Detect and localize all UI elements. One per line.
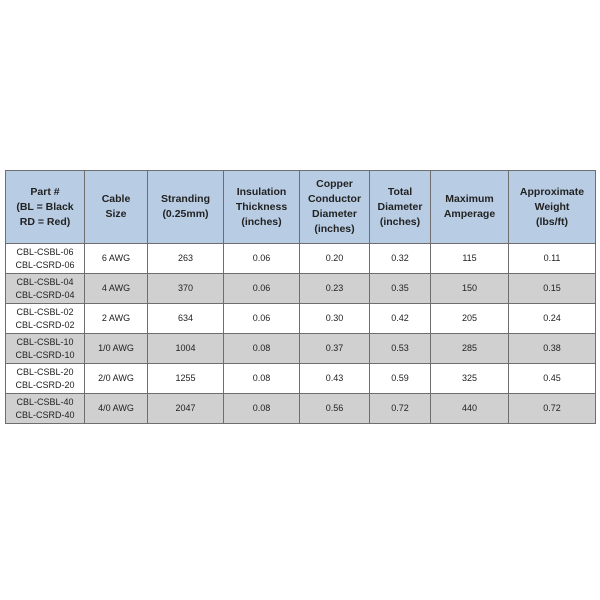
cell-stranding: 263 [148,244,224,274]
cell-part-number [6,304,85,334]
table-row [6,304,596,334]
part-number-red: CBL-CSRD-06 [15,259,75,270]
cell-conductor-diameter: 0.37 [300,334,370,364]
cell-stranding: 634 [148,304,224,334]
cell-insulation-thickness: 0.06 [224,274,300,304]
table-row [6,274,596,304]
header-line: Maximum [445,193,494,205]
table-body [6,244,596,424]
part-number-black: CBL-CSBL-10 [16,336,74,347]
header-line: (0.25mm) [162,208,209,220]
cell-approximate-weight: 0.45 [509,364,596,394]
cell-conductor-diameter: 0.56 [300,394,370,424]
part-number-red: CBL-CSRD-20 [15,379,75,390]
header-maximum-amperage [431,171,509,244]
header-part-number [6,171,85,244]
cell-maximum-amperage: 285 [431,334,509,364]
part-number-black: CBL-CSBL-20 [16,366,74,377]
cell-cable-size: 4/0 AWG [85,394,148,424]
header-stranding [148,171,224,244]
header-approximate-weight [509,171,596,244]
cell-maximum-amperage: 115 [431,244,509,274]
header-copper-conductor-diameter [300,171,370,244]
cell-part-number [6,244,85,274]
cell-maximum-amperage: 205 [431,304,509,334]
cable-spec-table [5,170,596,424]
header-line: Weight [534,200,570,213]
header-line: Amperage [443,208,496,220]
part-number-black: CBL-CSBL-04 [16,276,74,287]
cell-stranding: 370 [148,274,224,304]
cell-conductor-diameter: 0.30 [300,304,370,334]
header-line: (inches) [241,215,282,228]
header-line: Copper [316,178,353,190]
part-number-black: CBL-CSBL-40 [16,396,74,407]
cell-total-diameter: 0.53 [370,334,431,364]
table-row [6,364,596,394]
header-line: RD = Red) [19,215,71,228]
cell-conductor-diameter: 0.20 [300,244,370,274]
header-line: Approximate [519,185,585,198]
cell-insulation-thickness: 0.08 [224,334,300,364]
cell-part-number [6,274,85,304]
part-number-black: CBL-CSBL-06 [16,246,74,257]
cell-maximum-amperage: 440 [431,394,509,424]
cell-part-number [6,394,85,424]
part-number-red: CBL-CSRD-04 [15,289,75,300]
cell-part-number [6,334,85,364]
part-number-red: CBL-CSRD-10 [15,349,75,360]
cell-total-diameter: 0.59 [370,364,431,394]
cell-part-number [6,364,85,394]
part-number-black: CBL-CSBL-02 [16,306,74,317]
cell-insulation-thickness: 0.08 [224,394,300,424]
cell-total-diameter: 0.35 [370,274,431,304]
cell-cable-size: 2 AWG [85,304,148,334]
cell-approximate-weight: 0.72 [509,394,596,424]
header-line: Thickness [235,200,288,213]
header-line: Stranding [161,193,210,205]
header-line: Insulation [236,185,287,198]
cell-stranding: 2047 [148,394,224,424]
header-line: Size [105,208,127,220]
cell-insulation-thickness: 0.06 [224,304,300,334]
header-line: Part # [30,185,60,198]
cell-stranding: 1004 [148,334,224,364]
cell-cable-size: 2/0 AWG [85,364,148,394]
header-line: Conductor [307,193,362,205]
header-line: Diameter [377,200,423,213]
table-header-row [6,171,596,244]
cell-cable-size: 1/0 AWG [85,334,148,364]
cell-maximum-amperage: 325 [431,364,509,394]
table-row [6,334,596,364]
header-line: (lbs/ft) [535,215,569,228]
cell-maximum-amperage: 150 [431,274,509,304]
cell-approximate-weight: 0.38 [509,334,596,364]
header-cable-size [85,171,148,244]
cell-cable-size: 4 AWG [85,274,148,304]
cell-total-diameter: 0.32 [370,244,431,274]
cell-insulation-thickness: 0.08 [224,364,300,394]
cell-conductor-diameter: 0.23 [300,274,370,304]
cell-stranding: 1255 [148,364,224,394]
header-line: Total [387,185,413,198]
cell-approximate-weight: 0.11 [509,244,596,274]
cell-cable-size: 6 AWG [85,244,148,274]
header-line: Diameter [312,208,357,220]
cell-approximate-weight: 0.24 [509,304,596,334]
part-number-red: CBL-CSRD-02 [15,319,75,330]
cell-conductor-diameter: 0.43 [300,364,370,394]
part-number-red: CBL-CSRD-40 [15,409,75,420]
header-insulation-thickness [224,171,300,244]
cell-approximate-weight: 0.15 [509,274,596,304]
cell-total-diameter: 0.72 [370,394,431,424]
header-total-diameter [370,171,431,244]
header-line: Cable [101,193,131,205]
header-line: (inches) [314,223,355,235]
cell-total-diameter: 0.42 [370,304,431,334]
table-row [6,244,596,274]
cell-insulation-thickness: 0.06 [224,244,300,274]
table-row [6,394,596,424]
header-line: (BL = Black [16,200,74,213]
header-line: (inches) [379,215,421,228]
